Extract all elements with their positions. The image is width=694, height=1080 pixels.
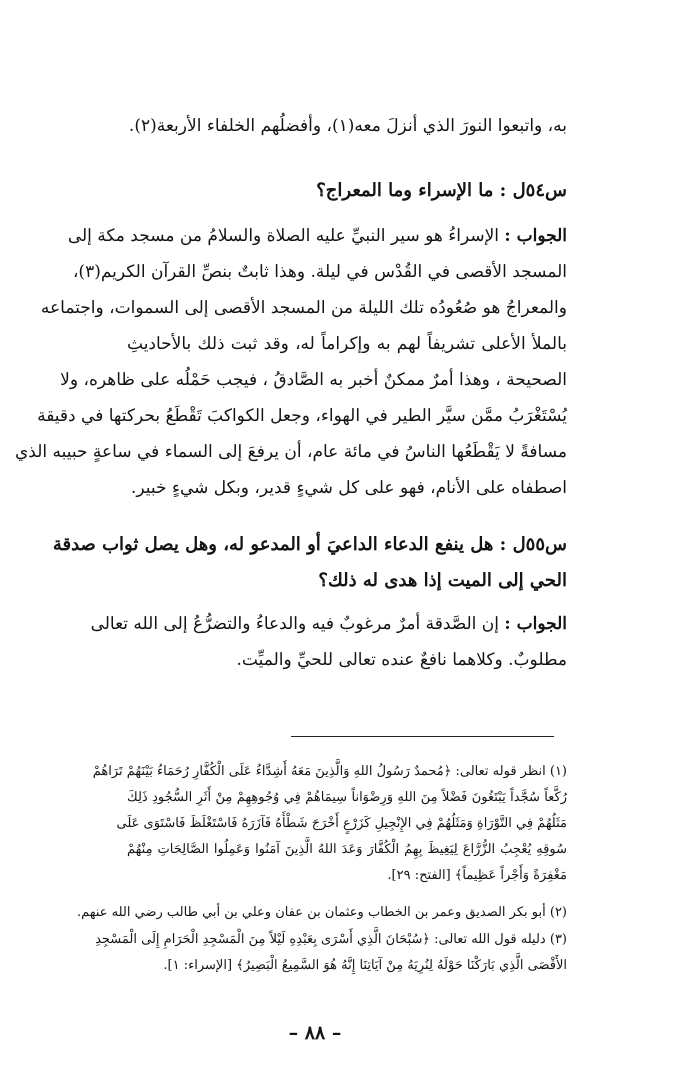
- answer-1-label: الجواب :: [504, 226, 567, 246]
- answer-2-text-1: إن الصَّدقة أمرٌ مرغوبٌ فيه والدعاءُ والتضرُّعُ إلى الله تعالى: [90, 614, 499, 634]
- question-1: [127, 180, 567, 201]
- answer-1-line-1: [67, 226, 567, 246]
- footnote-1-line-4: سُوقِهِ يُعْجِبُ الزُّرَّاعَ لِيَغِيظَ بِهِمُ الْكُفَّارَ وَعَدَ اللهُ الَّذِينَ آمَنُوا وَعَمِلُوا الصَّالِحَاتِ مِنْهُمْ: [127, 842, 567, 857]
- answer-1-line-4: بالملأ الأعلى تشريفاً لهم به وإكراماً له، وقد ثبت ذلك بالأحاديثِ: [127, 334, 567, 354]
- question-1-text: ما الإسراء وما المعراج؟: [316, 180, 494, 201]
- answer-1-line-3: والمعراجُ هو صُعُودُه تلك الليلة من المسجد الأقصى إلى السموات، واجتماعه: [40, 298, 567, 318]
- answer-1-text-1: الإسراءُ هو سير النبيِّ عليه الصلاة والسلامُ من مسجد مكة إلى: [67, 226, 499, 246]
- question-1-label: س٥٤ل :: [499, 180, 567, 201]
- question-2-label: س٥٥ل :: [499, 534, 567, 555]
- footnote-1-line-1: (١) انظر قوله تعالى: ﴿مُحمدٌ رَسُولُ اللهِ وَالَّذِينَ مَعَهُ أَشِدَّاءُ عَلَى الْكُفَّارِ رُحَمَاءُ بَيْنَهُمْ تَرَاهُمْ: [92, 764, 567, 779]
- answer-2-line-1: [90, 614, 567, 634]
- footnote-1-line-5: مَغْفِرَةً وَأَجْراً عَظِيماً﴾ [الفتح: ٢٩].: [387, 868, 567, 883]
- question-2-line-1: [52, 534, 567, 555]
- footnote-3-line-2: الأَقْصَى الَّذِي بَارَكْنَا حَوْلَهُ لِنُرِيَهُ مِنْ آيَاتِنَا إِنَّهُ هُوَ السَّمِيعُ الْبَصِيرُ﴾ [الإسراء: ١].: [163, 958, 567, 973]
- footnote-3-line-1: (٣) دليله قول الله تعالى: ﴿سُبْحَانَ الَّذِي أَسْرَى بِعَبْدِهِ لَيْلاً مِنَ الْمَسْجِدِ الْحَرَامِ إِلَى الْمَسْجِدِ: [95, 932, 567, 947]
- footnote-1-line-3: مَثَلُهُمْ فِي التَّوْرَاةِ وَمَثَلُهُمْ فِي الإِنْجِيلِ كَزَرْعٍ أَخْرَجَ شَطْأَهُ فَآزَرَهُ فَاسْتَغْلَظَ فَاسْتَوَى عَلَى: [116, 816, 567, 831]
- footnote-2: (٢) أبو بكر الصديق وعمر بن الخطاب وعثمان بن عفان وعلي بن أبي طالب رضي الله عنهم.: [77, 905, 567, 920]
- answer-2-label: الجواب :: [504, 614, 567, 634]
- opening-line: به، واتبعوا النورَ الذي أنزلَ معه(١)، وأفضلُهم الخلفاء الأربعة(٢).: [128, 116, 567, 136]
- footnote-1-line-2: رُكَّعاً سُجَّداً يَبْتَغُونَ فَضْلاً مِنَ اللهِ وَرِضْوَاناً سِيمَاهُمْ فِي وُجُوهِهِمْ مِنْ أَثَرِ السُّجُودِ ذَلِكَ: [127, 790, 567, 805]
- page-number: – ٨٨ –: [288, 1022, 342, 1044]
- answer-2-line-2: مطلوبٌ. وكلاهما نافعٌ عنده تعالى للحيِّ والميِّت.: [236, 650, 567, 670]
- question-2-line-2: الحي إلى الميت إذا هدى له ذلك؟: [318, 570, 567, 591]
- answer-1-line-5: الصحيحة ، وهذا أمرٌ ممكنٌ أخبر به الصَّادقُ ، فيجب حَمْلُه على ظاهره، ولا: [60, 370, 567, 390]
- answer-1-line-7: مسافةً لا يَقْطَعُها الناسُ في مائة عام، أن يرفعَ إلى السماء في ساعةٍ حبيبه الذي: [14, 442, 567, 462]
- answer-1-line-2: المسجد الأقصى في القُدْس في ليلة. وهذا ثابتٌ بنصِّ القرآن الكريم(٣)،: [72, 262, 567, 282]
- answer-1-line-6: يُسْتَغْرَبُ ممَّن سيَّر الطير في الهواء، وجعل الكواكبَ تَقْطَعُ بحركتها في دقيقة: [37, 406, 567, 426]
- answer-1-line-8: اصطفاه على الأنام، فهو على كل شيءٍ قدير، وبكل شيءٍ خبير.: [131, 478, 567, 498]
- question-2-text-1: هل ينفع الدعاء الداعيَ أو المدعو له، وهل يصل ثواب صدقة: [52, 534, 494, 555]
- footnote-divider: [291, 736, 554, 737]
